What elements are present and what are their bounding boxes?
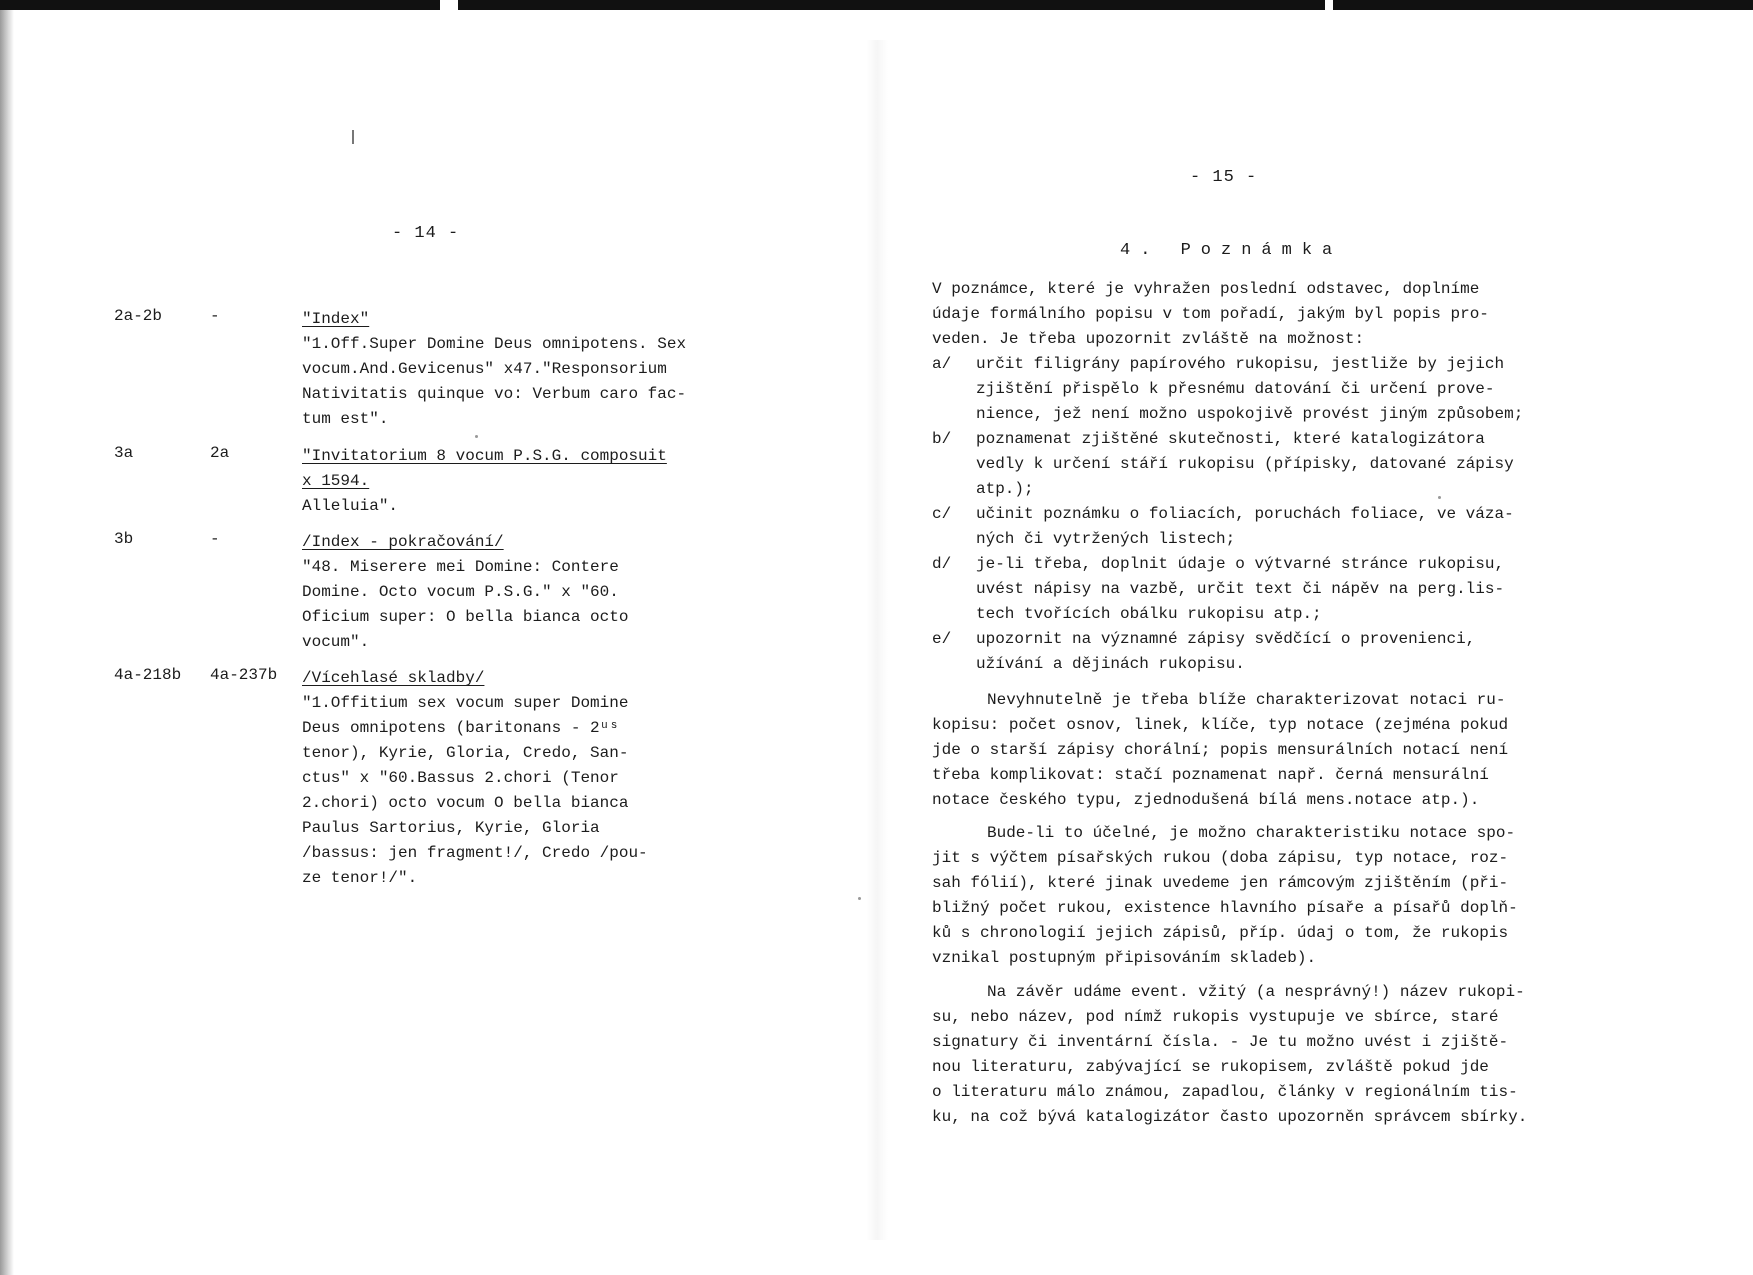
text-line: tech tvořících obálku rukopisu atp.; xyxy=(976,605,1322,623)
entry-content xyxy=(302,530,722,655)
entry-line: "1.Offitium sex vocum super Domine xyxy=(302,694,629,712)
text-line: ků s chronologií jejich zápisů, příp. údaj o tom, že rukopis xyxy=(932,924,1509,942)
folio-old: 2a-2b xyxy=(114,307,163,325)
text-line: bližný počet rukou, existence hlavního písaře a písařů doplň- xyxy=(932,899,1518,917)
entry-line: Nativitatis quinque vo: Verbum caro fac- xyxy=(302,385,687,403)
scan-border-gap xyxy=(1325,0,1333,10)
paragraph-notation xyxy=(932,688,1572,813)
text-line: atp.); xyxy=(976,480,1034,498)
entry-line: ctus" x "60.Bassus 2.chori (Tenor xyxy=(302,769,619,787)
list-label: a/ xyxy=(932,355,952,373)
list-label: c/ xyxy=(932,505,952,523)
entry-line: Paulus Sartorius, Kyrie, Gloria xyxy=(302,819,600,837)
text-line: zjištění přispělo k přesnému datování či určení prove- xyxy=(976,380,1495,398)
folio-old: 3a xyxy=(114,444,134,462)
folio-new: 4a-237b xyxy=(210,666,278,684)
text-line: signatury či inventární čísla. - Je tu možno uvést i zjiště- xyxy=(932,1033,1509,1051)
folio-new: 2a xyxy=(210,444,230,462)
entry-heading: /Index - pokračování/ xyxy=(302,533,504,551)
scan-top-border xyxy=(0,0,1753,10)
text-line: poznamenat zjištěné skutečnosti, které katalogizátora xyxy=(976,430,1485,448)
list-item xyxy=(932,627,1616,677)
text-line: notace českého typu, zjednodušená bílá mens.notace atp.). xyxy=(932,791,1480,809)
text-line: Na závěr udáme event. vžitý (a nesprávný!) název rukopi- xyxy=(987,983,1525,1001)
list-label: b/ xyxy=(932,430,952,448)
text-line: upozornit na významné zápisy svědčící o provenienci, xyxy=(976,630,1476,648)
scan-left-edge-shadow xyxy=(0,10,14,1275)
list-item xyxy=(932,352,1616,427)
scan-speck xyxy=(475,435,478,438)
intro-paragraph xyxy=(932,277,1572,352)
paragraph-hands xyxy=(932,821,1572,971)
page-number-left: - 14 - xyxy=(392,224,460,243)
entry-content xyxy=(302,307,722,432)
entry-line: Domine. Octo vocum P.S.G." x "60. xyxy=(302,583,619,601)
text-line: Nevyhnutelně je třeba blíže charakterizovat notaci ru- xyxy=(987,691,1506,709)
entry-line: vocum.And.Gevicenus" x47."Responsorium xyxy=(302,360,667,378)
text-line: jit s výčtem písařských rukou (doba zápisu, typ notace, roz- xyxy=(932,849,1509,867)
scan-border-gap xyxy=(440,0,458,10)
entry-line: "1.Off.Super Domine Deus omnipotens. Sex xyxy=(302,335,687,353)
entry-line: ze tenor!/". xyxy=(302,869,418,887)
section-heading: 4. Poznámka xyxy=(1120,241,1343,260)
text-line: kopisu: počet osnov, linek, klíče, typ notace (zejména pokud xyxy=(932,716,1509,734)
folio-new: - xyxy=(210,530,220,548)
text-line: o literaturu málo známou, zapadlou, články v regionálním tis- xyxy=(932,1083,1518,1101)
book-gutter xyxy=(866,40,888,1240)
text-line: su, nebo název, pod nímž rukopis vystupuje ve sbírce, staré xyxy=(932,1008,1499,1026)
text-line: ku, na což bývá katalogizátor často upozorněn správcem sbírky. xyxy=(932,1108,1528,1126)
folio-old: 3b xyxy=(114,530,134,548)
entry-line: Alleluia". xyxy=(302,497,399,515)
text-line: V poznámce, které je vyhražen poslední odstavec, doplníme xyxy=(932,280,1480,298)
list-label: d/ xyxy=(932,555,952,573)
list-item xyxy=(932,552,1616,627)
entry-line: tum est". xyxy=(302,410,389,428)
entry-line: /bassus: jen fragment!/, Credo /pou- xyxy=(302,844,648,862)
folio-new: - xyxy=(210,307,220,325)
text-line: Bude-li to účelné, je možno charakteristiku notace spo- xyxy=(987,824,1516,842)
entry-content xyxy=(302,444,722,519)
text-line: veden. Je třeba upozornit zvláště na možnost: xyxy=(932,330,1365,348)
text-line: jde o starší zápisy chorální; popis mensurálních notací není xyxy=(932,741,1509,759)
list-item xyxy=(932,502,1616,552)
entry-line: tenor), Kyrie, Gloria, Credo, San- xyxy=(302,744,629,762)
entry-heading: /Vícehlasé skladby/ xyxy=(302,669,485,687)
entry-heading: "Invitatorium 8 vocum P.S.G. composuit xyxy=(302,447,667,465)
text-line: je-li třeba, doplnit údaje o výtvarné stránce rukopisu, xyxy=(976,555,1505,573)
scan-speck xyxy=(858,897,861,900)
paragraph-title-literature xyxy=(932,980,1572,1130)
text-line: učinit poznámku o foliacích, poruchách foliace, ve váza- xyxy=(976,505,1514,523)
page-number-right: - 15 - xyxy=(1190,168,1258,187)
scan-mark xyxy=(352,130,354,144)
list-label: e/ xyxy=(932,630,952,648)
text-line: údaje formálního popisu v tom pořadí, jakým byl popis pro- xyxy=(932,305,1489,323)
text-line: užívání a dějinách rukopisu. xyxy=(976,655,1245,673)
text-line: nou literaturu, zabývající se rukopisem, zvláště pokud jde xyxy=(932,1058,1489,1076)
text-line: nience, jež není možno uspokojivě provést jiným způsobem; xyxy=(976,405,1524,423)
text-line: uvést nápisy na vazbě, určit text či nápěv na perg.lis- xyxy=(976,580,1505,598)
folio-old: 4a-218b xyxy=(114,666,182,684)
text-line: určit filigrány papírového rukopisu, jestliže by jejich xyxy=(976,355,1505,373)
entry-line: Oficium super: O bella bianca octo xyxy=(302,608,629,626)
text-line: sah fólií), které jinak uvedeme jen rámcovým zjištěním (při- xyxy=(932,874,1509,892)
text-line: ných či vytržených listech; xyxy=(976,530,1236,548)
entry-heading: x 1594. xyxy=(302,472,370,490)
text-line: vznikal postupným připisováním skladeb). xyxy=(932,949,1317,967)
entry-line: "48. Miserere mei Domine: Contere xyxy=(302,558,619,576)
entry-line: Deus omnipotens (baritonans - 2ᵘˢ xyxy=(302,719,619,737)
text-line: vedly k určení stáří rukopisu (přípisky, datované zápisy xyxy=(976,455,1514,473)
entry-heading: "Index" xyxy=(302,310,370,328)
list-item xyxy=(932,427,1616,502)
entry-line: 2.chori) octo vocum O bella bianca xyxy=(302,794,629,812)
entry-content xyxy=(302,666,722,891)
entry-line: vocum". xyxy=(302,633,370,651)
text-line: třeba komplikovat: stačí poznamenat např. černá mensurální xyxy=(932,766,1489,784)
